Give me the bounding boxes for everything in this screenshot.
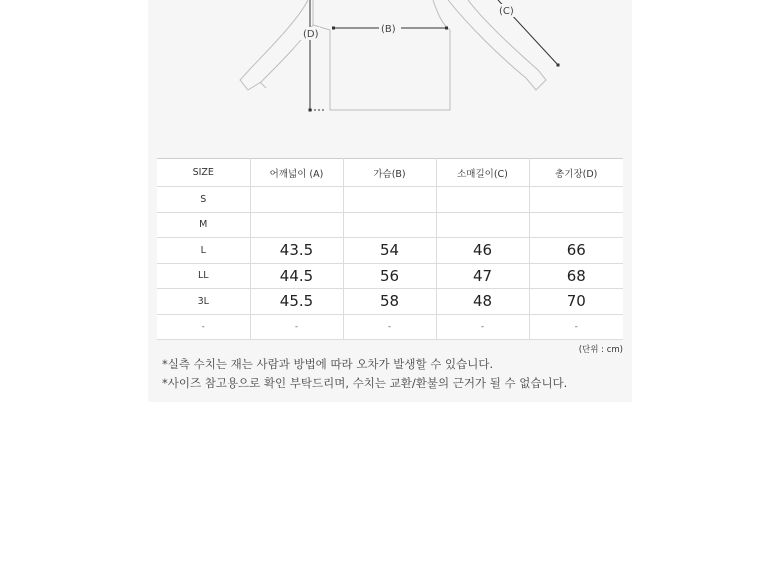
table-row bbox=[157, 238, 623, 264]
table-cell bbox=[436, 212, 529, 238]
dimension-label-b: (B) bbox=[381, 24, 396, 35]
table-cell: 54 bbox=[343, 238, 436, 264]
garment-measurement-diagram bbox=[148, 0, 632, 130]
table-cell: 56 bbox=[343, 263, 436, 289]
table-row bbox=[157, 263, 623, 289]
table-cell: 70 bbox=[529, 289, 623, 315]
table-cell: 68 bbox=[529, 263, 623, 289]
table-cell: 47 bbox=[436, 263, 529, 289]
column-header-chest: 가슴(B) bbox=[343, 159, 436, 187]
note-line: *사이즈 참고용으로 확인 부탁드리며, 수치는 교환/환불의 근거가 될 수 없습니다. bbox=[162, 376, 568, 390]
table-cell: 58 bbox=[343, 289, 436, 315]
table-cell: 43.5 bbox=[250, 238, 343, 264]
size-label: 3L bbox=[157, 289, 250, 315]
size-label: LL bbox=[157, 263, 250, 289]
size-label: S bbox=[157, 187, 250, 213]
table-cell bbox=[436, 187, 529, 213]
measurement-notes bbox=[162, 358, 567, 396]
table-cell bbox=[250, 187, 343, 213]
table-cell: 46 bbox=[436, 238, 529, 264]
column-header-length: 총기장(D) bbox=[529, 159, 623, 187]
table-cell: 45.5 bbox=[250, 289, 343, 315]
table-header-row bbox=[157, 159, 623, 187]
table-row bbox=[157, 212, 623, 238]
size-guide-panel bbox=[148, 0, 632, 402]
table-cell: 66 bbox=[529, 238, 623, 264]
table-cell bbox=[343, 187, 436, 213]
size-label: - bbox=[157, 314, 250, 340]
dimension-label-c: (C) bbox=[499, 6, 514, 17]
table-cell bbox=[250, 212, 343, 238]
column-header-size: SIZE bbox=[157, 159, 250, 187]
table-row bbox=[157, 314, 623, 340]
size-label: M bbox=[157, 212, 250, 238]
table-cell: - bbox=[250, 314, 343, 340]
table-cell bbox=[529, 212, 623, 238]
table-cell bbox=[343, 212, 436, 238]
table-cell: - bbox=[529, 314, 623, 340]
table-cell: - bbox=[343, 314, 436, 340]
table-cell: - bbox=[436, 314, 529, 340]
size-table bbox=[157, 158, 623, 340]
dimension-label-d: (D) bbox=[303, 29, 319, 40]
table-cell bbox=[529, 187, 623, 213]
table-cell: 48 bbox=[436, 289, 529, 315]
table-cell: 44.5 bbox=[250, 263, 343, 289]
size-label: L bbox=[157, 238, 250, 264]
table-row bbox=[157, 289, 623, 315]
column-header-sleeve: 소매길이(C) bbox=[436, 159, 529, 187]
table-row bbox=[157, 187, 623, 213]
note-line: *실측 수치는 재는 사람과 방법에 따라 오차가 발생할 수 있습니다. bbox=[162, 357, 494, 371]
column-header-shoulder: 어깨넓이 (A) bbox=[250, 159, 343, 187]
unit-note: (단위 : cm) bbox=[578, 345, 623, 355]
